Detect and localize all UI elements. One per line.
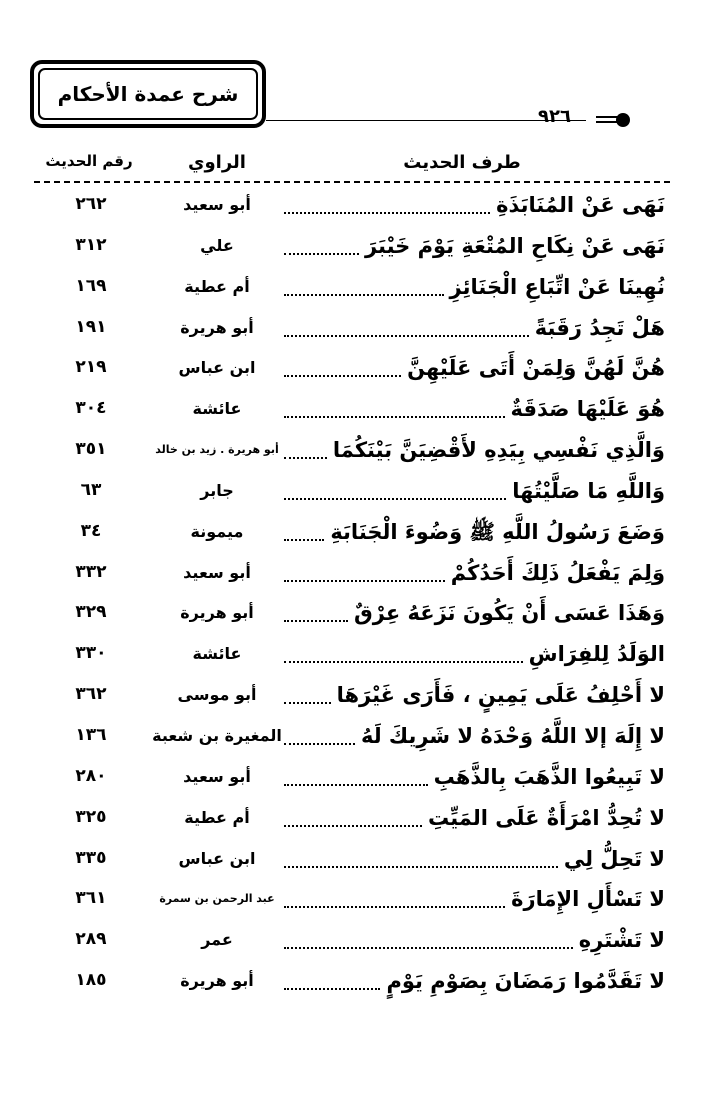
table-row — [0, 594, 703, 635]
hadith-number: ٣٣٠ — [75, 643, 107, 664]
table-row — [0, 472, 703, 513]
rawi-name: عائشة — [192, 399, 242, 419]
leader-dots — [284, 457, 327, 459]
table-row — [0, 186, 703, 227]
hadith-text: وَلِمَ يَفْعَلُ ذَلِكَ أَحَدُكُمْ — [450, 560, 665, 585]
table-row — [0, 676, 703, 717]
leader-dots — [284, 620, 348, 622]
rawi-name: أبو هريرة — [180, 317, 254, 337]
rawi-name: أبو هريرة — [180, 971, 254, 991]
table-row — [0, 880, 703, 921]
table-row — [0, 268, 703, 309]
leader-dots — [284, 947, 573, 949]
index-table — [0, 186, 703, 1003]
table-row — [0, 431, 703, 472]
table-row — [0, 513, 703, 554]
hadith-text: لا أَحْلِفُ عَلَى يَمِينٍ ، فَأَرَى غَيْرَهَا — [336, 683, 665, 708]
leader-dots — [284, 253, 359, 255]
hadith-text: وَالَّذِي نَفْسِي بِيَدِهِ لأَقْضِيَنَّ بَيْنَكُمَا — [332, 438, 665, 463]
leader-dots — [284, 784, 428, 786]
page-arrow-icon — [596, 114, 626, 126]
hadith-text: نُهِينَا عَنْ اتِّبَاعِ الْجَنَائِزِ — [449, 274, 665, 299]
hadith-text: هُوَ عَلَيْهَا صَدَقَةٌ — [510, 397, 665, 422]
leader-dots — [284, 825, 422, 827]
hadith-text: هُنَّ لَهُنَّ وَلِمَنْ أَتَى عَلَيْهِنَّ — [407, 356, 665, 381]
hadith-number: ٣٥١ — [75, 439, 107, 460]
rawi-name: ابن عباس — [178, 848, 256, 868]
table-row — [0, 921, 703, 962]
hadith-text: لا إِلَهَ إلا اللَّهُ وَحْدَهُ لا شَرِيكَ لَهُ — [361, 723, 665, 748]
hadith-text: لا تَسْأَلِ الإِمَارَةَ — [511, 887, 665, 912]
rawi-name: أبو سعيد — [183, 562, 251, 582]
hadith-text: هَلْ تَجِدُ رَقَبَةً — [534, 315, 665, 340]
rawi-name: علي — [200, 235, 234, 255]
hadith-text: لا تُحِدُّ امْرَأَةٌ عَلَى المَيِّتِ — [427, 805, 665, 830]
column-header-rawi: الراوي — [188, 152, 246, 173]
hadith-number: ٣٦١ — [75, 888, 107, 909]
hadith-number: ١٣٦ — [75, 724, 107, 745]
leader-dots — [284, 212, 490, 214]
leader-dots — [284, 906, 505, 908]
arrow-dot-icon — [616, 113, 630, 127]
rawi-name: أبو هريرة — [180, 603, 254, 623]
hadith-text: لا تَشْتَرِهِ — [578, 928, 665, 953]
hadith-text: وَهَذَا عَسَى أَنْ يَكُونَ نَزَعَهُ عِرْقٌ — [354, 601, 665, 626]
hadith-text: وَضَعَ رَسُولُ اللَّهِ ﷺ وَضُوءَ الْجَنَابَةِ — [330, 519, 665, 544]
table-row — [0, 554, 703, 595]
table-row — [0, 962, 703, 1003]
column-header-number: رقم الحديث — [45, 152, 133, 170]
leader-dots — [284, 580, 445, 582]
leader-dots — [284, 416, 505, 418]
leader-dots — [284, 661, 523, 663]
table-row — [0, 840, 703, 881]
hadith-number: ١٩١ — [75, 316, 107, 337]
hadith-text: لا تَبِيعُوا الذَّهَبَ بِالذَّهَبِ — [433, 764, 665, 789]
page-number: ٩٢٦ — [538, 106, 571, 127]
leader-dots — [284, 866, 558, 868]
hadith-text: وَاللَّهِ مَا صَلَّيْتُهَا — [512, 478, 665, 503]
rawi-name: أبو موسى — [177, 685, 257, 705]
leader-dots — [284, 294, 444, 296]
table-row — [0, 635, 703, 676]
hadith-text: لا تَحِلُّ لِي — [563, 846, 665, 871]
rawi-name: المغيرة بن شعبة — [152, 725, 282, 745]
hadith-number: ٣٣٢ — [75, 561, 107, 582]
table-row — [0, 799, 703, 840]
table-row — [0, 227, 703, 268]
table-row — [0, 758, 703, 799]
rawi-name: أبو سعيد — [183, 766, 251, 786]
header-divider — [34, 181, 670, 183]
hadith-number: ٣٠٤ — [75, 398, 107, 419]
rawi-name: عبد الرحمن بن سمرة — [159, 892, 275, 906]
hadith-number: ٣٤ — [80, 520, 102, 541]
hadith-number: ٣٢٩ — [75, 602, 107, 623]
rawi-name: عائشة — [192, 644, 242, 664]
hadith-text: نَهَى عَنْ المُنَابَذَةِ — [496, 193, 665, 217]
leader-dots — [284, 335, 529, 337]
book-title: شرح عمدة الأحكام — [57, 82, 239, 106]
hadith-number: ٢١٩ — [75, 357, 107, 378]
leader-dots — [284, 988, 380, 990]
rawi-name: أبو سعيد — [183, 195, 251, 214]
hadith-number: ٦٣ — [80, 479, 102, 500]
hadith-text: لا تَقَدَّمُوا رَمَضَانَ بِصَوْمِ يَوْمٍ — [386, 969, 665, 994]
hadith-number: ٣٦٢ — [75, 684, 107, 705]
leader-dots — [284, 375, 401, 377]
title-frame — [38, 68, 258, 120]
table-row — [0, 349, 703, 390]
table-row — [0, 717, 703, 758]
leader-dots — [284, 498, 506, 500]
hadith-number: ١٨٥ — [75, 970, 107, 991]
rawi-name: ميمونة — [190, 521, 244, 541]
hadith-number: ٣٣٥ — [75, 847, 107, 868]
rawi-name: أم عطية — [184, 276, 250, 296]
rawi-name: أم عطية — [184, 807, 250, 827]
hadith-number: ٢٨٠ — [75, 765, 107, 786]
rawi-name: أبو هريرة . زيد بن خالد — [155, 443, 279, 457]
leader-dots — [284, 702, 331, 704]
hadith-number: ٣٢٥ — [75, 806, 107, 827]
table-row — [0, 309, 703, 350]
hadith-number: ٢٨٩ — [75, 929, 107, 950]
leader-dots — [284, 743, 355, 745]
hadith-number: ٣١٢ — [75, 234, 107, 255]
hadith-text: الوَلَدُ لِلفِرَاشِ — [528, 642, 665, 667]
rawi-name: ابن عباس — [178, 358, 256, 378]
leader-dots — [284, 539, 324, 541]
hadith-number: ١٦٩ — [75, 275, 107, 296]
table-row — [0, 390, 703, 431]
rawi-name: عمر — [201, 930, 233, 950]
hadith-text: نَهَى عَنْ نِكَاحِ المُتْعَةِ يَوْمَ خَيْبَرَ — [364, 233, 665, 258]
rawi-name: جابر — [200, 480, 234, 500]
hadith-number: ٢٦٢ — [75, 194, 107, 214]
column-header-hadith: طرف الحديث — [403, 152, 521, 173]
